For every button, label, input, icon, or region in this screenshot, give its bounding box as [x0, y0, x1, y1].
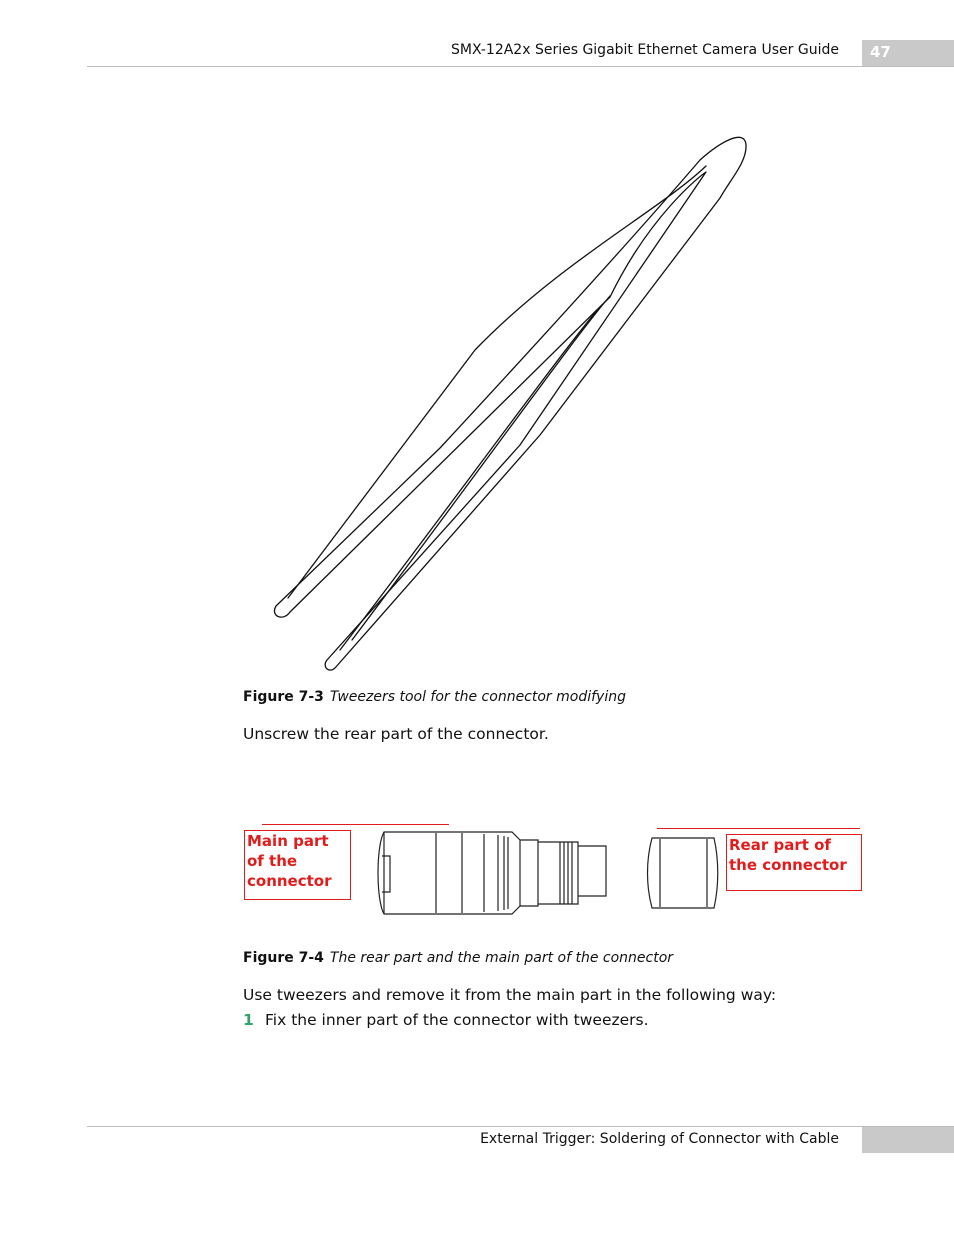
step-text: Fix the inner part of the connector with tweezers.: [265, 1011, 649, 1029]
callout-rear-part: Rear part of the connector: [726, 834, 862, 891]
step-item: [243, 1011, 649, 1029]
page-number: 47: [870, 43, 891, 61]
connector-step-section: [520, 840, 538, 906]
connector-pin-section: [578, 846, 606, 896]
step-number: 1: [243, 1011, 254, 1029]
document-title: SMX-12A2x Series Gigabit Ethernet Camera User Guide: [451, 42, 839, 58]
callout-rear-leader: [657, 828, 860, 829]
figure-4-label: Figure 7-4: [243, 950, 324, 966]
figure-3-text: Tweezers tool for the connector modifying: [329, 689, 626, 705]
callout-main-leader: [262, 824, 449, 825]
footer-box: [862, 1127, 954, 1153]
figure-4-caption: [243, 950, 673, 966]
figure-4-text: The rear part and the main part of the connector: [329, 950, 674, 966]
footer-rule: [87, 1126, 954, 1127]
connector-main-body: [378, 832, 520, 914]
paragraph-use-tweezers: Use tweezers and remove it from the main part in the following way:: [243, 986, 777, 1004]
paragraph-unscrew: Unscrew the rear part of the connector.: [243, 725, 549, 743]
callout-main-part: Main part of the connector: [244, 830, 351, 900]
footer-section-title: External Trigger: Soldering of Connector with Cable: [480, 1131, 839, 1147]
figure-3-label: Figure 7-3: [243, 689, 324, 705]
